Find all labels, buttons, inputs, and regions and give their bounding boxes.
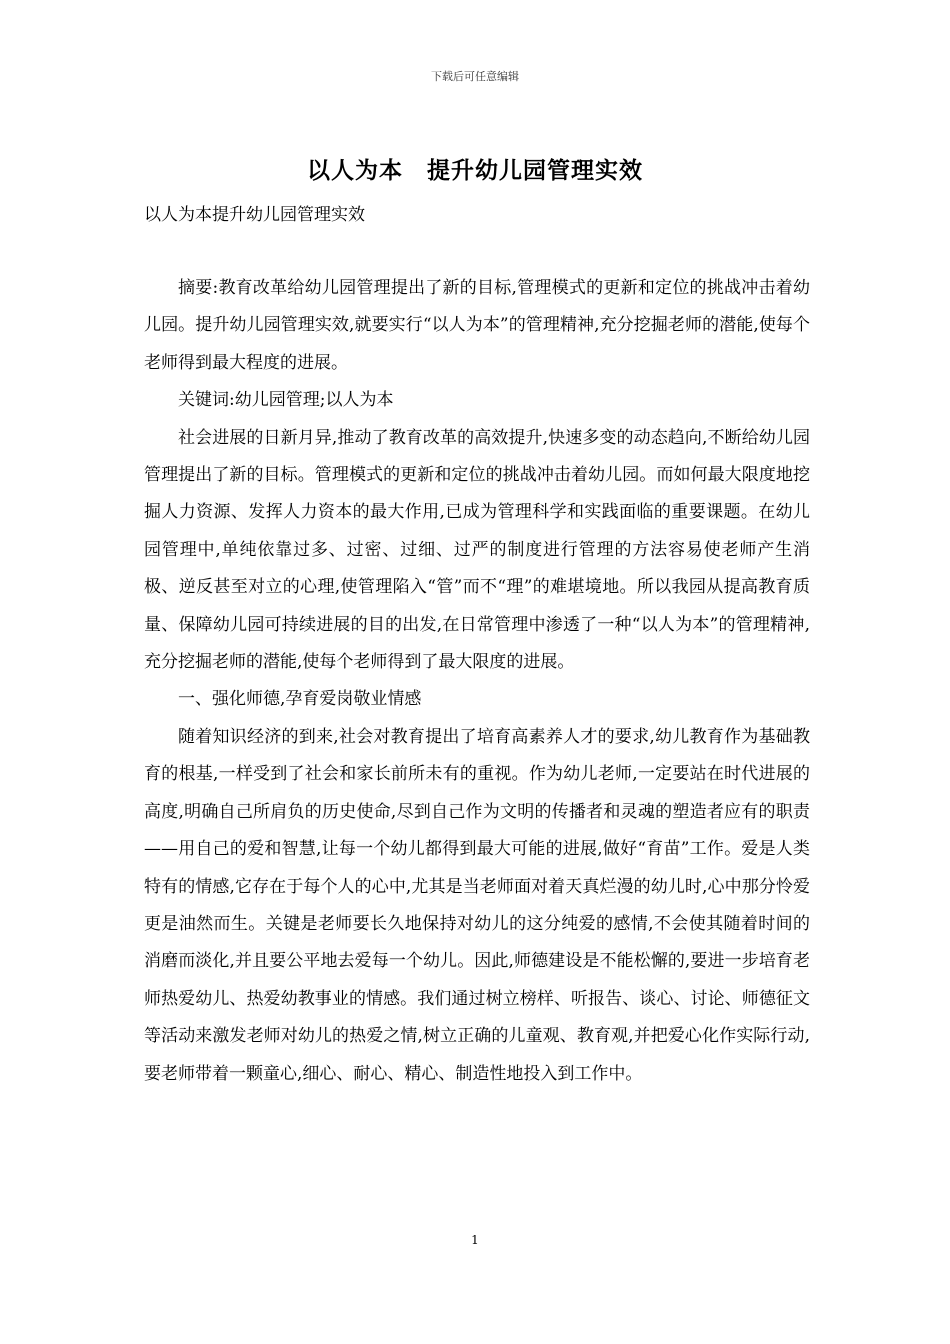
document-title: 以人为本 提升幼儿园管理实效 xyxy=(307,157,643,184)
body-paragraph: 社会进展的日新月异,推动了教育改革的高效提升,快速多变的动态趋向,不断给幼儿园管理提出了新的目标。管理模式的更新和定位的挑战冲击着幼儿园。而如何最大限度地挖掘人力资源、发挥人力资本的最大作用,已成为管理科学和实践面临的重要课题。在幼儿园管理中,单纯依靠过多、过密、过细、过严的制度进行管理的方法容易使老师产生消极、逆反甚至对立的心理,使管理陷入“管”而不“理”的难堪境地。所以我园从提高教育质量、保障幼儿园可持续进展的目的出发,在日常管理中渗透了一种“以人为本”的管理精神,充分挖掘老师的潜能,使每个老师得到了最大限度的进展。 xyxy=(144,427,810,673)
body-paragraph: 随着知识经济的到来,社会对教育提出了培育高素养人才的要求,幼儿教育作为基础教育的根基,一样受到了社会和家长前所未有的重视。作为幼儿老师,一定要站在时代进展的高度,明确自己所肩负的历史使命,尽到自己作为文明的传播者和灵魂的塑造者应有的职责——用自己的爱和智慧,让每一个幼儿都得到最大可能的进展,做好“育苗”工作。爱是人类特有的情感,它存在于每个人的心中,尤其是当老师面对着天真烂漫的幼儿时,心中那分怜爱更是油然而生。关键是老师要长久地保持对幼儿的这分纯爱的感情,不会使其随着时间的消磨而淡化,并且要公平地去爱每一个幼儿。因此,师德建设是不能松懈的,要进一步培育老师热爱幼儿、热爱幼教事业的情感。我们通过树立榜样、听报告、谈心、讨论、师德征文等活动来激发老师对幼儿的热爱之情,树立正确的儿童观、教育观,并把爱心化作实际行动,要老师带着一颗童心,细心、耐心、精心、制造性地投入到工作中。 xyxy=(144,726,810,1084)
document-body xyxy=(144,270,810,1093)
page-number: 1 xyxy=(471,1233,479,1247)
page-header: 下载后可任意编辑 xyxy=(431,70,519,83)
section-heading: 一、强化师德,孕育爱岗敬业情感 xyxy=(178,689,422,710)
document-subtitle: 以人为本提升幼儿园管理实效 xyxy=(144,205,365,225)
keywords-paragraph: 关键词:幼儿园管理;以人为本 xyxy=(178,390,394,411)
abstract-paragraph: 摘要:教育改革给幼儿园管理提出了新的目标,管理模式的更新和定位的挑战冲击着幼儿园。提升幼儿园管理实效,就要实行“以人为本”的管理精神,充分挖掘老师的潜能,使每个老师得到最大程度的进展。 xyxy=(144,278,810,373)
